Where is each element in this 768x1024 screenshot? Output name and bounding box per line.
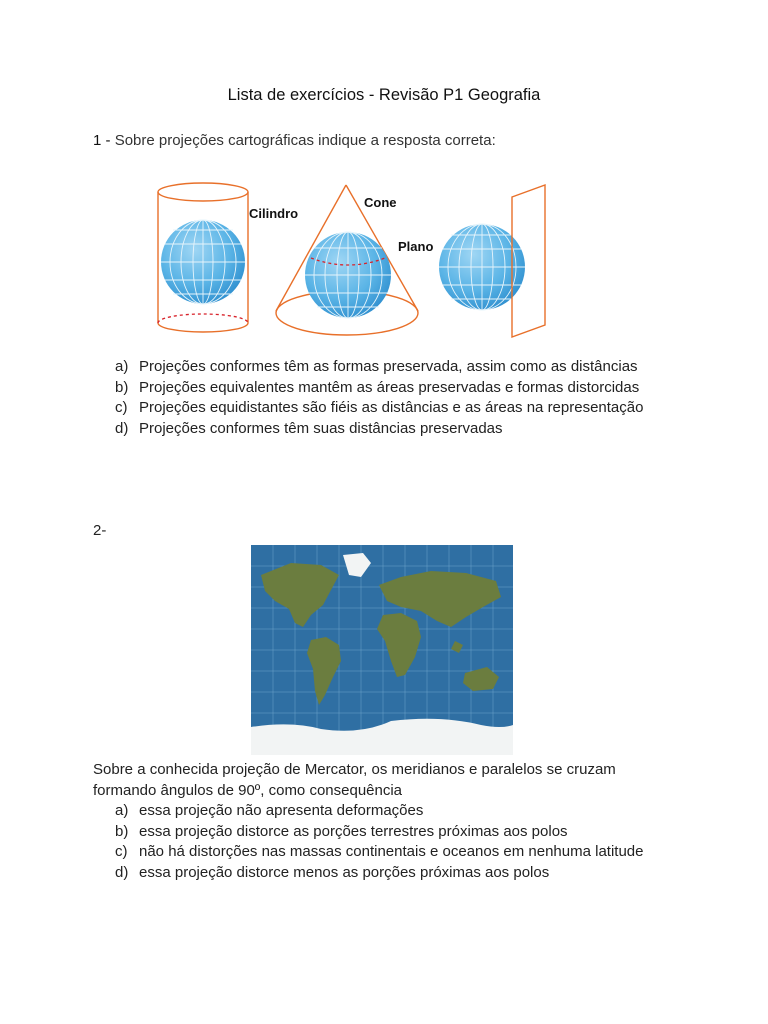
option-letter: d)	[115, 863, 129, 881]
option-c	[115, 842, 675, 863]
option-a	[115, 801, 675, 822]
plane-projection	[439, 185, 545, 337]
option-b	[115, 378, 655, 399]
option-d	[115, 419, 655, 440]
option-text: Projeções equidistantes são fiéis as distâncias e as áreas na representação	[139, 399, 644, 416]
option-text: essa projeção distorce menos as porções próximas aos polos	[139, 863, 550, 881]
option-letter: a)	[115, 358, 129, 375]
option-a	[115, 357, 655, 378]
option-text: Projeções conformes têm suas distâncias preservadas	[139, 419, 503, 437]
mercator-world-map	[251, 545, 513, 755]
cylinder-label: Cilindro	[249, 206, 299, 221]
option-letter: b)	[115, 378, 129, 396]
option-text: Projeções conformes têm as formas preservada, assim como as distâncias	[139, 358, 638, 375]
option-letter: a)	[115, 802, 129, 819]
option-text: Projeções equivalentes mantêm as áreas preservadas e formas distorcidas	[139, 378, 640, 396]
question-2-prompt: Sobre a conhecida projeção de Mercator, os meridianos e paralelos se cruzam formando ângulos de 90º, como consequência	[93, 761, 616, 799]
option-letter: c)	[115, 843, 128, 860]
cone-label: Cone	[364, 195, 397, 210]
question-1-prompt	[93, 132, 496, 149]
option-text: essa projeção não apresenta deformações	[139, 802, 424, 819]
option-letter: c)	[115, 399, 128, 416]
question-2-options	[115, 801, 675, 883]
question-1-options	[115, 357, 655, 439]
option-c	[115, 398, 655, 419]
projections-figure	[148, 180, 558, 345]
question-1-text: Sobre projeções cartográficas indique a resposta correta:	[114, 132, 496, 149]
option-text: não há distorções nas massas continentais e oceanos em nenhuma latitude	[139, 843, 644, 860]
globe-icon	[161, 220, 245, 304]
question-2-number: 2-	[93, 522, 107, 539]
page-title: Lista de exercícios - Revisão P1 Geografia	[227, 86, 541, 104]
plane-label: Plano	[398, 239, 434, 254]
option-letter: d)	[115, 419, 129, 437]
option-text: essa projeção distorce as porções terrestres próximas aos polos	[139, 822, 568, 840]
option-d	[115, 863, 675, 884]
option-b	[115, 822, 675, 843]
option-letter: b)	[115, 822, 129, 840]
globe-icon	[305, 232, 391, 318]
cylinder-projection	[158, 183, 248, 332]
question-1-number: 1 -	[93, 132, 111, 149]
